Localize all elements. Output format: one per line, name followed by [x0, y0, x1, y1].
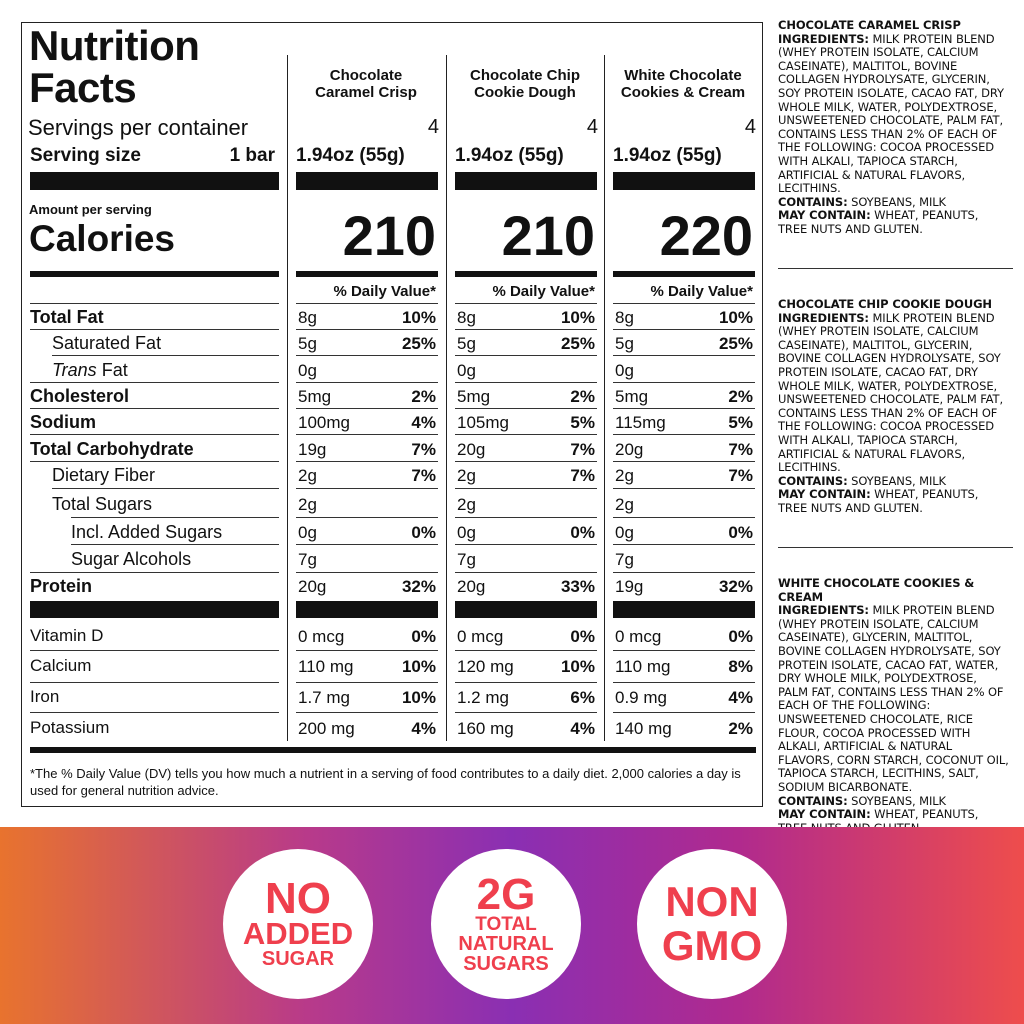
row-rule [455, 650, 597, 651]
thick-rule [613, 601, 755, 618]
thick-rule [30, 601, 279, 618]
nutrient-amount: 20g [457, 440, 486, 459]
row-rule [296, 650, 438, 651]
row-rule [613, 544, 755, 545]
nutrient-amount: 5g [615, 334, 634, 353]
row-rule [455, 517, 597, 518]
row-rule [296, 682, 438, 683]
ingredients-text [778, 33, 1010, 196]
thick-rule [613, 172, 755, 190]
nutrient-amount: 0g [457, 361, 476, 380]
row-rule [455, 382, 597, 383]
row-rule [455, 329, 597, 330]
row-rule [613, 355, 755, 356]
label-total-carbohydrate: Total Carbohydrate [30, 439, 194, 459]
nutrient-amount: 0 mcg [298, 627, 345, 646]
label-sugar-alcohols: Sugar Alcohols [71, 549, 192, 569]
row-rule [613, 408, 755, 409]
contains-text [778, 196, 1010, 210]
claims-banner [0, 827, 1024, 1024]
thick-rule [296, 601, 438, 618]
row-rule [30, 650, 279, 651]
product-name-line1: Chocolate [329, 67, 403, 84]
serving-size-label: Serving size [30, 145, 141, 166]
badge-line: SUGARS [463, 952, 549, 975]
calories-value: 220 [659, 204, 753, 267]
bottom-rule [30, 747, 756, 753]
column-divider [287, 55, 288, 741]
label-total-fat: Total Fat [30, 307, 104, 327]
row-rule [30, 682, 279, 683]
product-name-line1: White Chocolate [624, 67, 742, 84]
row-rule [455, 712, 597, 713]
serving-size-row [30, 145, 275, 167]
row-rule [30, 712, 279, 713]
row-rule [455, 544, 597, 545]
row-rule [613, 650, 755, 651]
ingredients-block-0 [778, 19, 1010, 237]
nutrient-daily-value: 0% [411, 627, 436, 646]
ingredients-title: CHOCOLATE CHIP COOKIE DOUGH [778, 297, 992, 311]
nutrient-daily-value: 32% [401, 577, 436, 596]
ingredients-text [778, 604, 1010, 794]
contains-list: SOYBEANS, MILK [851, 793, 946, 808]
daily-value-header: % Daily Value* [333, 283, 436, 300]
nutrient-daily-value: 7% [411, 466, 436, 485]
nutrient-daily-value: 2% [570, 387, 595, 406]
contains-list: SOYBEANS, MILK [851, 473, 946, 488]
row-rule [71, 517, 279, 518]
title-line2: Facts [29, 64, 137, 111]
nutrient-amount: 100mg [298, 413, 350, 432]
may-contain-label: MAY CONTAIN: [778, 807, 871, 822]
row-rule [455, 488, 597, 489]
nutrient-daily-value: 7% [728, 466, 753, 485]
nutrient-amount: 140 mg [615, 719, 672, 738]
product-name-line2: Caramel Crisp [315, 84, 417, 101]
nutrient-amount: 7g [615, 550, 634, 569]
nutrient-amount: 105mg [457, 413, 509, 432]
ingredients-block-1 [778, 298, 1010, 516]
ingredients-label: INGREDIENTS: [778, 31, 869, 46]
ingredients-label: INGREDIENTS: [778, 603, 869, 618]
nutrient-daily-value: 10% [401, 688, 436, 707]
row-rule [455, 572, 597, 573]
nutrient-amount: 0g [298, 523, 317, 542]
serving-size-unit: 1 bar [229, 145, 275, 166]
row-rule [296, 329, 438, 330]
calories-value: 210 [342, 204, 436, 267]
nutrient-daily-value: 32% [718, 577, 753, 596]
label-dietary-fiber: Dietary Fiber [52, 465, 156, 485]
nutrient-daily-value: 7% [570, 466, 595, 485]
label-trans-fat [52, 360, 128, 381]
serving-size-value: 1.94oz (55g) [613, 145, 722, 166]
row-rule [296, 544, 438, 545]
nutrient-amount: 120 mg [457, 657, 514, 676]
nutrient-amount: 20g [298, 577, 327, 596]
badge-line: SUGAR [261, 948, 335, 970]
row-rule [613, 712, 755, 713]
nutrient-amount: 110 mg [615, 657, 671, 676]
label-added-sugars: Incl. Added Sugars [71, 522, 223, 542]
label-calcium: Calcium [30, 656, 92, 675]
row-rule [296, 572, 438, 573]
row-rule [613, 461, 755, 462]
daily-value-header: % Daily Value* [650, 283, 753, 300]
contains-label: CONTAINS: [778, 194, 848, 209]
nutrient-amount: 20g [615, 440, 644, 459]
badge-line: TOTAL [475, 913, 537, 935]
ingredients-title: WHITE CHOCOLATE COOKIES & CREAM [778, 576, 975, 604]
nutrient-daily-value: 2% [411, 387, 436, 406]
medium-rule [613, 271, 755, 277]
badge-line: NO [265, 874, 331, 923]
row-rule [455, 303, 597, 304]
trans-fat-word: Fat [101, 360, 128, 380]
row-rule [296, 382, 438, 383]
ingredients-list: MILK PROTEIN BLEND (WHEY PROTEIN ISOLATE, CALCIUM CASEINATE), MALTITOL, GLYCERIN, BOVINE COLLAGEN HYDROLYSATE, SOY PROTEIN ISOLATE, CACAO FAT, DRY WHOLE MILK, WATER, POLYDEXTROSE, UNSWEETENED CHOCOLATE, PALM FAT, CONTAINS LESS THAN 2% OF EACH OF THE FOLLOWING: COCOA PROCESSED WITH ALKALI, TAPIOCA STARCH, ARTIFICIAL & NATURAL FLAVORS, LECITHINS. [778, 310, 1004, 475]
contains-text [778, 795, 1010, 809]
row-rule [30, 382, 279, 383]
trans-italic: Trans [52, 360, 97, 380]
row-rule [30, 408, 279, 409]
row-rule [296, 408, 438, 409]
nutrient-amount: 19g [298, 440, 327, 459]
ingredients-divider [778, 547, 1013, 548]
nutrient-amount: 115mg [615, 413, 666, 432]
label-saturated-fat: Saturated Fat [52, 333, 162, 353]
nutrient-amount: 1.2 mg [457, 688, 509, 707]
row-rule [296, 461, 438, 462]
serving-size-value: 1.94oz (55g) [296, 145, 405, 166]
row-rule [30, 572, 279, 573]
may-contain-label: MAY CONTAIN: [778, 487, 871, 502]
nutrient-amount: 19g [615, 577, 644, 596]
badge-line: GMO [661, 922, 763, 969]
nutrient-amount: 5g [457, 334, 476, 353]
row-rule [30, 434, 279, 435]
nutrient-amount: 0 mcg [615, 627, 662, 646]
nutrient-daily-value: 0% [728, 627, 753, 646]
may-contain-text [778, 488, 1010, 515]
label-total-sugars: Total Sugars [52, 494, 153, 514]
row-rule [52, 488, 279, 489]
nutrient-amount: 160 mg [457, 719, 514, 738]
row-rule [71, 544, 279, 545]
nutrient-amount: 0g [615, 523, 634, 542]
contains-text [778, 475, 1010, 489]
nutrient-amount: 0g [457, 523, 476, 542]
nutrient-amount: 5mg [457, 387, 491, 406]
nutrient-amount: 0g [615, 361, 634, 380]
row-rule [613, 682, 755, 683]
row-rule [613, 572, 755, 573]
nutrient-amount: 5g [298, 334, 317, 353]
serving-size-value: 1.94oz (55g) [455, 145, 564, 166]
nutrient-amount: 2g [298, 495, 317, 514]
servings-value: 4 [586, 116, 598, 138]
nutrient-amount: 5mg [298, 387, 332, 406]
row-rule [30, 303, 279, 304]
nutrient-daily-value: 25% [718, 334, 753, 353]
thick-rule [30, 172, 279, 190]
label-sodium: Sodium [30, 412, 96, 432]
nutrient-amount: 0 mcg [457, 627, 504, 646]
nutrient-daily-value: 33% [560, 577, 595, 596]
nutrient-daily-value: 7% [728, 440, 753, 459]
label-protein: Protein [30, 576, 93, 596]
ingredients-title: CHOCOLATE CARAMEL CRISP [778, 18, 961, 32]
nutrient-amount: 2g [457, 495, 476, 514]
servings-label: Servings per container [28, 115, 249, 140]
nutrient-amount: 1.7 mg [298, 688, 350, 707]
calories-label: Calories [29, 218, 176, 259]
label-iron: Iron [30, 687, 60, 706]
medium-rule [455, 271, 597, 277]
label-cholesterol: Cholesterol [30, 386, 130, 406]
thick-rule [455, 172, 597, 190]
nutrient-daily-value: 4% [411, 719, 436, 738]
nutrient-daily-value: 2% [728, 387, 753, 406]
nutrient-amount: 7g [457, 550, 476, 569]
product-name-line2: Cookies & Cream [620, 84, 746, 101]
ingredients-divider [778, 268, 1013, 269]
ingredients-list: MILK PROTEIN BLEND (WHEY PROTEIN ISOLATE, CALCIUM CASEINATE), MALTITOL, BOVINE COLLAGEN HYDROLYSATE, GLYCERIN, SOY PROTEIN ISOLATE, CACAO FAT, DRY WHOLE MILK, WATER, POLYDEXTROSE, UNSWEETENED CHOCOLATE, PALM FAT, CONTAINS LESS THAN 2% OF EACH OF THE FOLLOWING: COCOA PROCESSED WITH ALKALI, TAPIOCA STARCH, ARTIFICIAL & NATURAL FLAVORS, LECITHINS. [778, 31, 1004, 196]
column-divider [604, 55, 605, 741]
row-rule [613, 329, 755, 330]
nutrient-daily-value: 7% [411, 440, 436, 459]
row-rule [455, 461, 597, 462]
servings-value: 4 [744, 116, 756, 138]
badge-no-added-sugar [223, 849, 373, 999]
nutrient-amount: 8g [615, 308, 634, 327]
nutrient-amount: 0g [298, 361, 317, 380]
amount-per-serving-label: Amount per serving [29, 202, 152, 217]
thick-rule [455, 601, 597, 618]
nutrient-daily-value: 10% [718, 308, 753, 327]
nutrient-amount: 2g [615, 495, 634, 514]
nutrient-daily-value: 4% [570, 719, 595, 738]
row-rule [30, 329, 279, 330]
may-contain-list: WHEAT, PEANUTS, TREE NUTS AND GLUTEN. [778, 208, 979, 236]
nutrition-facts-title [29, 22, 200, 111]
badge-non-gmo [637, 849, 787, 999]
badge-2g-natural-sugars [431, 849, 581, 999]
nutrient-daily-value: 5% [728, 413, 753, 432]
row-rule [30, 461, 279, 462]
may-contain-text [778, 209, 1010, 236]
ingredients-block-2 [778, 577, 1010, 835]
ingredients-label: INGREDIENTS: [778, 310, 869, 325]
nutrient-daily-value: 10% [560, 308, 595, 327]
nutrient-daily-value: 0% [728, 523, 753, 542]
nutrient-daily-value: 8% [728, 657, 753, 676]
product-name-line1: Chocolate Chip [469, 67, 580, 84]
row-rule [455, 682, 597, 683]
servings-value: 4 [427, 116, 439, 138]
row-rule [296, 517, 438, 518]
nutrient-daily-value: 7% [570, 440, 595, 459]
nutrient-daily-value: 2% [728, 719, 753, 738]
nutrient-daily-value: 25% [401, 334, 436, 353]
row-rule [613, 517, 755, 518]
nutrient-daily-value: 0% [570, 627, 595, 646]
badge-line: 2G [476, 869, 536, 919]
may-contain-list: WHEAT, PEANUTS, [874, 807, 979, 822]
ingredients-list: MILK PROTEIN BLEND (WHEY PROTEIN ISOLATE, CALCIUM CASEINATE), GLYCERIN, MALTITOL, BOVINE COLLAGEN HYDROLYSATE, SOY PROTEIN ISOLATE, CACAO FAT, WATER, DRY WHOLE MILK, POLYDEXTROSE, PALM FAT, CONTAINS LESS THAN 2% OF EACH OF THE FOLLOWING: UNSWEETENED CHOCOLATE, RICE FLOUR, COCOA PROCESSED WITH ALKALI, ARTIFICIAL & NATURAL FLAVORS, CORN STARCH, COCONUT OIL, TAPIOCA STARCH, LECITHINS, SALT, SODIUM BICARBONATE. [778, 603, 1009, 794]
row-rule [296, 488, 438, 489]
nutrient-daily-value: 0% [411, 523, 436, 542]
calories-value: 210 [501, 204, 595, 267]
row-rule [613, 434, 755, 435]
nutrient-amount: 200 mg [298, 719, 355, 738]
nutrient-amount: 7g [298, 550, 317, 569]
nutrient-amount: 2g [457, 466, 476, 485]
may-contain-label: MAY CONTAIN: [778, 208, 871, 223]
row-rule [52, 355, 279, 356]
daily-value-header: % Daily Value* [492, 283, 595, 300]
contains-list: SOYBEANS, MILK [851, 194, 946, 209]
row-rule [455, 408, 597, 409]
badge-line: NON [665, 878, 759, 925]
nutrient-amount: 2g [615, 466, 634, 485]
row-rule [613, 303, 755, 304]
row-rule [613, 488, 755, 489]
nutrient-amount: 8g [457, 308, 476, 327]
nutrient-daily-value: 6% [570, 688, 595, 707]
row-rule [296, 434, 438, 435]
label-potassium: Potassium [30, 718, 110, 737]
row-rule [296, 712, 438, 713]
label-vitamin-d: Vitamin D [30, 626, 104, 645]
nutrition-facts-panel [21, 22, 763, 807]
medium-rule [30, 271, 279, 277]
may-contain-list: WHEAT, PEANUTS, TREE NUTS AND GLUTEN. [778, 487, 979, 515]
row-rule [613, 382, 755, 383]
product-name-line2: Cookie Dough [474, 84, 576, 101]
row-rule [455, 355, 597, 356]
nutrient-amount: 20g [457, 577, 486, 596]
nutrient-daily-value: 0% [570, 523, 595, 542]
daily-value-disclaimer: *The % Daily Value (DV) tells you how much a nutrient in a serving of food contributes to a daily diet. 2,000 calories a day is used for general nutrition advice. [30, 766, 741, 798]
row-rule [296, 303, 438, 304]
ingredients-text [778, 312, 1010, 475]
nutrient-amount: 2g [298, 466, 317, 485]
row-rule [296, 355, 438, 356]
nutrient-amount: 110 mg [298, 657, 354, 676]
nutrient-daily-value: 10% [401, 657, 436, 676]
row-rule [455, 434, 597, 435]
nutrient-amount: 8g [298, 308, 317, 327]
nutrient-daily-value: 4% [411, 413, 436, 432]
nutrient-daily-value: 10% [401, 308, 436, 327]
contains-label: CONTAINS: [778, 793, 848, 808]
title-line1: Nutrition [29, 22, 200, 69]
column-divider [446, 55, 447, 741]
nutrient-amount: 0.9 mg [615, 688, 667, 707]
nutrient-daily-value: 10% [560, 657, 595, 676]
contains-label: CONTAINS: [778, 473, 848, 488]
nutrient-amount: 5mg [615, 387, 649, 406]
thick-rule [296, 172, 438, 190]
nutrient-daily-value: 25% [560, 334, 595, 353]
badge-line: NATURAL [458, 932, 554, 955]
badge-line: ADDED [242, 916, 354, 951]
nutrient-daily-value: 4% [728, 688, 753, 707]
nutrient-daily-value: 5% [570, 413, 595, 432]
medium-rule [296, 271, 438, 277]
